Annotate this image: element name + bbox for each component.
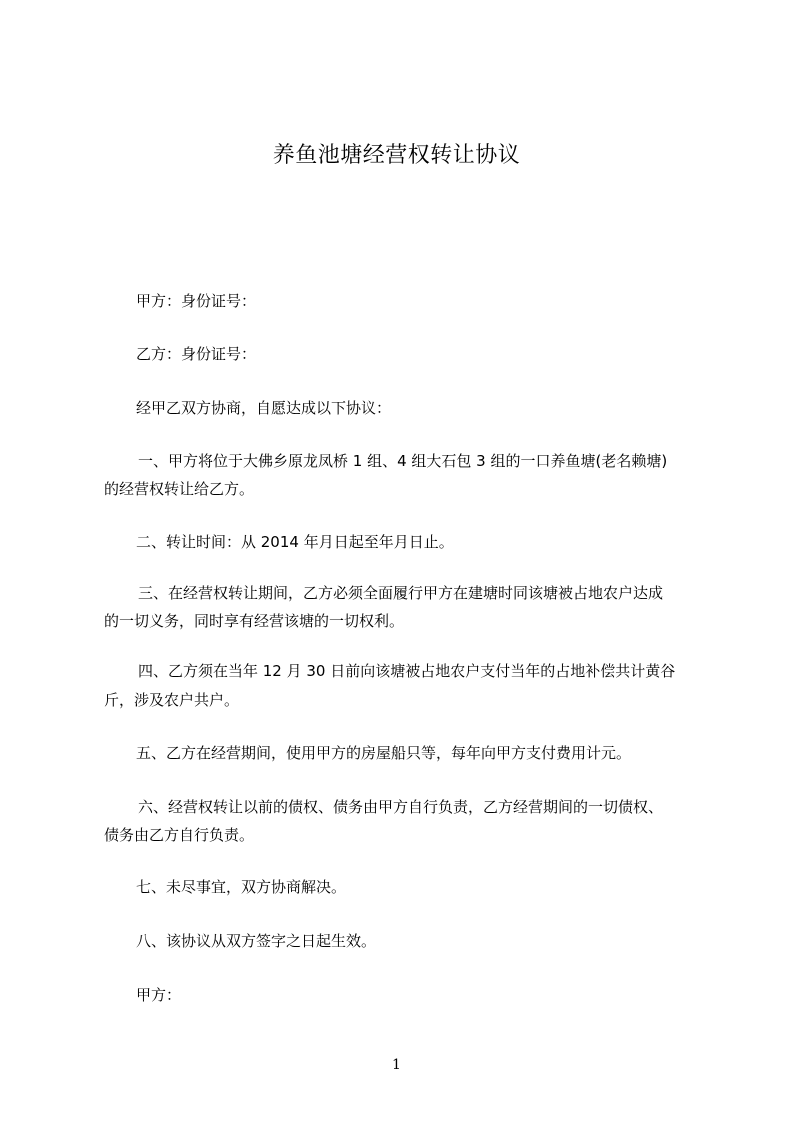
signature-party-a: 甲方：: [136, 986, 182, 1004]
clause-3-line-2: 的一切义务，同时享有经营该塘的一切权利。: [104, 612, 405, 630]
clause-2: 二、转让时间：从 2014 年月日起至年月日止。: [136, 533, 454, 551]
clause-4-line-2: 斤，涉及农户共户。: [104, 691, 240, 709]
clause-6-line-2: 债务由乙方自行负责。: [104, 826, 255, 844]
clause-3-line-1: 三、在经营权转让期间，乙方必须全面履行甲方在建塘时同该塘被占地农户达成: [138, 584, 664, 602]
page-number: 1: [392, 1057, 401, 1073]
clause-1-line-1: 一、甲方将位于大佛乡原龙凤桥 1 组、4 组大石包 3 组的一口养鱼塘(老名赖塘): [138, 452, 668, 470]
intro-paragraph: 经甲乙双方协商，自愿达成以下协议：: [136, 399, 392, 417]
clause-5: 五、乙方在经营期间，使用甲方的房屋船只等，每年向甲方支付费用计元。: [136, 744, 632, 762]
party-b-id-line: 乙方：身份证号：: [136, 345, 257, 363]
clause-1-line-2: 的经营权转让给乙方。: [104, 480, 255, 498]
clause-4-line-1: 四、乙方须在当年 12 月 30 日前向该塘被占地农户支付当年的占地补偿共计黄谷: [138, 662, 676, 680]
party-a-id-line: 甲方：身份证号：: [136, 292, 257, 310]
clause-6-line-1: 六、经营权转让以前的债权、债务由甲方自行负责，乙方经营期间的一切债权、: [138, 798, 664, 816]
document-title: 养鱼池塘经营权转让协议: [272, 143, 521, 168]
clause-8: 八、该协议从双方签字之日起生效。: [136, 932, 377, 950]
clause-7: 七、未尽事宜，双方协商解决。: [136, 878, 347, 896]
